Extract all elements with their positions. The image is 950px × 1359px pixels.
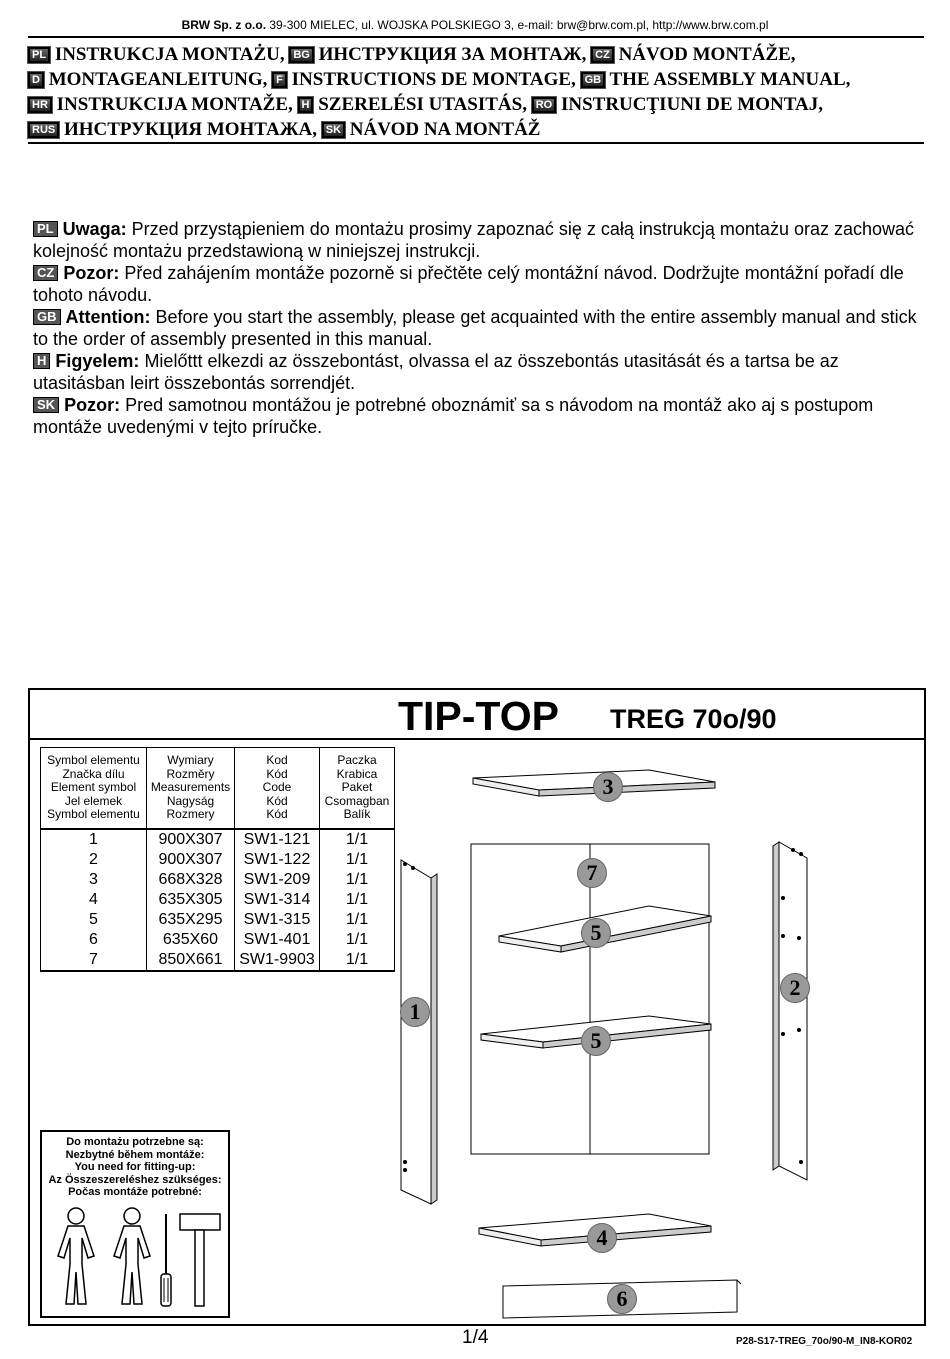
language-badge: GB [581,72,606,88]
callout-part-7: 7 [577,858,607,888]
callout-part-6: 6 [607,1284,637,1314]
screwdriver-icon [161,1214,171,1306]
note-text: Przed przystąpieniem do montażu prosimy zapoznać się z całą instrukcją montażu oraz zachować kolejność montażu przedstawioną w niniejszej instrukcji. [33,219,915,261]
header-dimensions [147,748,235,830]
language-badge: GB [33,309,61,325]
tools-line: Nezbytné během montáže: [65,1148,205,1161]
tools-line: Az Összeszereléshez szükséges: [48,1173,222,1186]
language-badge: H [298,97,314,113]
table-cell: SW1-122 [235,850,320,870]
header-line: Paczka [337,753,377,768]
tools-text [42,1136,228,1199]
table-cell: SW1-314 [235,890,320,910]
company-name: BRW Sp. z o.o. [181,18,267,32]
tools-line: Do montażu potrzebne są: [66,1136,204,1148]
document-code: P28-S17-TREG_70o/90-M_IN8-KOR02 [736,1336,913,1347]
header-line: Značka dílu [62,766,125,781]
title-text: ИНСТРУКЦИЯ ЗА МОНТАЖ, [318,44,587,65]
language-badge: F [272,72,287,88]
note-label: Pozor: [63,263,120,283]
note-label: Attention: [65,307,151,327]
table-cell: 1/1 [320,930,395,950]
callout-part-1: 1 [400,997,430,1027]
table-row [41,829,395,850]
tools-illustration [42,1204,228,1314]
language-badge: PL [33,221,58,237]
language-badge: RO [532,97,557,113]
table-cell: 1/1 [320,890,395,910]
table-row [41,930,395,950]
title-text: ИНСТРУКЦИЯ МОНТАЖА, [63,119,318,140]
table-cell: SW1-401 [235,930,320,950]
header-rule [28,36,924,38]
header-code [235,748,320,830]
note-paragraph [33,262,933,306]
callout-part-5-lower: 5 [581,1026,611,1056]
company-address: 39-300 MIELEC, ul. WOJSKA POLSKIEGO 3, e-mail: brw@brw.com.pl, http://www.brw.com.pl [266,18,769,32]
header-line: Kód [266,766,288,781]
header-symbol [41,748,147,830]
table-cell: SW1-121 [235,829,320,850]
note-label: Pozor: [64,395,121,415]
table-cell: 7 [41,950,147,971]
title-text: NÁVOD NA MONTÁŽ [349,119,541,140]
note-paragraph [33,394,933,438]
page-number: 1/4 [462,1327,489,1348]
note-text: Pred samotnou montážou je potrebné oboznámiť sa s návodom na montáž ako aj s postupom montáže uvedenými v tejto príručke. [33,395,874,437]
table-cell: 3 [41,870,147,890]
language-badge: BG [289,47,314,63]
product-name: TIP-TOP [398,693,559,739]
header-line: Rozměry [166,766,215,781]
note-text: Mielőttt elkezdi az összebontást, olvassa el az összebontás utasitását és a tartsa be az utasitásban leirt összebontás sorrendjét. [33,351,839,393]
title-text: SZERELÉSI UTASITÁS, [318,94,527,115]
header-line: Kód [266,807,288,822]
header-line: Symbol elementu [47,753,140,768]
tools-box [40,1130,230,1318]
language-badge: CZ [33,265,58,281]
language-badge: RUS [28,122,59,138]
header-package [320,748,395,830]
product-model: TREG 70o/90 [610,704,777,734]
callout-part-4: 4 [587,1223,617,1253]
title-line [28,67,928,92]
header-line: Nagyság [166,793,215,808]
table-cell: 6 [41,930,147,950]
title-line [28,117,928,142]
table-cell: 4 [41,890,147,910]
person-icon [58,1208,94,1304]
person-icon [114,1208,150,1304]
hammer-icon [180,1214,220,1306]
header-line: Kód [266,793,288,808]
side-panel-right [773,842,807,1180]
company-header [0,18,950,32]
table-cell: SW1-315 [235,910,320,930]
note-paragraph [33,350,933,394]
title-line [28,42,928,67]
table-row [41,850,395,870]
language-badge: H [33,353,50,369]
table-cell: 5 [41,910,147,930]
table-row [41,870,395,890]
tools-line: You need for fitting-up: [74,1161,196,1173]
header-line: Symbol elementu [47,807,140,822]
table-cell: 635X295 [147,910,235,930]
note-paragraph [33,218,933,262]
table-row [41,950,395,971]
side-panel-left [401,860,437,1204]
table-cell: 1/1 [320,850,395,870]
note-label: Uwaga: [62,219,127,239]
header-line: Wymiary [167,753,214,768]
callout-part-5-upper: 5 [581,918,611,948]
language-badge: SK [33,397,59,413]
assembly-notes [33,218,933,438]
header-line: Rozmery [166,807,215,822]
table-cell: SW1-9903 [235,950,320,971]
titles-rule [28,142,924,144]
language-badge: PL [28,47,50,63]
note-text: Před zahájením montáže pozorně si přečtěte celý montážní návod. Dodržujte montážní pořadí dle tohoto návodu. [33,263,904,305]
table-cell: 1/1 [320,950,395,971]
table-row [41,910,395,930]
note-paragraph [33,306,933,350]
parts-table [40,747,395,972]
table-cell: 635X60 [147,930,235,950]
table-row [41,890,395,910]
header-line: Csomagban [324,793,390,808]
title-line [28,92,928,117]
language-badge: D [28,72,44,88]
table-cell: 668X328 [147,870,235,890]
header-line: Paket [341,780,373,795]
table-cell: 1 [41,829,147,850]
title-text: INSTRUCŢIUNI DE MONTAJ, [560,94,823,115]
table-cell: 900X307 [147,850,235,870]
language-badge: HR [28,97,52,113]
table-cell: 850X661 [147,950,235,971]
table-cell: 1/1 [320,870,395,890]
header-line: Kod [266,753,288,768]
title-text: MONTAGEANLEITUNG, [48,69,268,90]
language-badge: CZ [591,47,614,63]
header-line: Measurements [150,780,231,795]
callout-part-2: 2 [780,973,810,1003]
table-cell: 1/1 [320,910,395,930]
title-text: INSTRUKCIJA MONTAŽE, [56,94,293,115]
header-line: Krabica [336,766,378,781]
callout-part-3: 3 [593,772,623,802]
title-text: THE ASSEMBLY MANUAL, [609,69,851,90]
header-line: Jel elemek [64,793,123,808]
note-text: Before you start the assembly, please get acquainted with the entire assembly manual and stick to the order of assembly presented in this manual. [33,307,917,349]
header-line: Balík [343,807,371,822]
table-cell: 1/1 [320,829,395,850]
tools-line: Počas montáže potrebné: [68,1186,202,1198]
back-panel [471,844,709,1154]
manual-titles [28,42,928,142]
header-line: Element symbol [50,780,137,795]
note-label: Figyelem: [55,351,140,371]
table-cell: 900X307 [147,829,235,850]
title-text: NÁVOD MONTÁŽE, [618,44,796,65]
header-line: Code [262,780,292,795]
table-cell: 2 [41,850,147,870]
title-text: INSTRUCTIONS DE MONTAGE, [291,69,576,90]
language-badge: SK [322,122,345,138]
table-cell: SW1-209 [235,870,320,890]
title-text: INSTRUKCJA MONTAŻU, [54,44,285,65]
table-cell: 635X305 [147,890,235,910]
